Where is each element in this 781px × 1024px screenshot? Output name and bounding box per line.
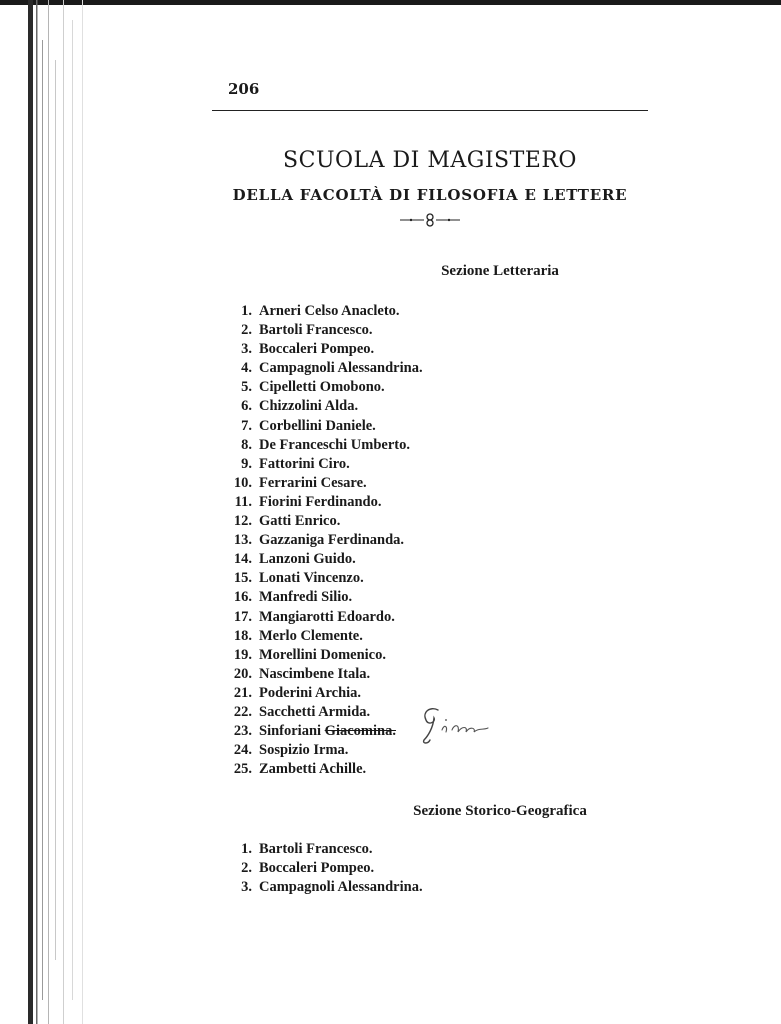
entry-number: 1. bbox=[241, 303, 252, 319]
entry-name: Bartoli Francesco. bbox=[259, 841, 373, 857]
list-item bbox=[200, 588, 423, 607]
entry-name: Gatti Enrico. bbox=[259, 513, 341, 530]
entry-number: 24. bbox=[233, 742, 252, 759]
list-item bbox=[200, 455, 423, 474]
entry-number: 20. bbox=[233, 665, 252, 682]
section-heading-letteraria: Sezione Letteraria bbox=[441, 263, 559, 279]
entry-number: 11. bbox=[234, 493, 252, 510]
storico-geografica-list bbox=[200, 840, 423, 897]
list-item bbox=[200, 397, 423, 416]
entry-number: 25. bbox=[233, 761, 252, 778]
list-item bbox=[200, 493, 423, 512]
list-item bbox=[200, 722, 423, 741]
list-item bbox=[200, 859, 423, 878]
binding-edge-decoration bbox=[0, 0, 100, 1024]
list-item bbox=[200, 608, 423, 627]
entry-name: Zambetti Achille. bbox=[259, 761, 367, 778]
entry-number: 13. bbox=[233, 532, 252, 549]
entry-number: 2. bbox=[241, 322, 252, 339]
entry-name: Fattorini Ciro. bbox=[259, 455, 350, 472]
entry-number: 1. bbox=[241, 841, 252, 857]
entry-number: 3. bbox=[241, 341, 252, 358]
entry-number: 3. bbox=[241, 879, 252, 896]
entry-number: 5. bbox=[241, 379, 252, 396]
list-item bbox=[200, 703, 423, 722]
entry-number: 18. bbox=[233, 627, 252, 644]
list-item bbox=[200, 684, 423, 703]
entry-name: Gazzaniga Ferdinanda. bbox=[259, 532, 405, 549]
list-item bbox=[200, 417, 423, 436]
entry-name: Boccaleri Pompeo. bbox=[259, 860, 375, 877]
entry-name: Mangiarotti Edoardo. bbox=[259, 608, 395, 625]
list-item bbox=[200, 627, 423, 646]
page-top-edge bbox=[0, 0, 781, 5]
entry-number: 2. bbox=[241, 860, 252, 877]
entry-number: 21. bbox=[233, 684, 252, 701]
entry-name: Sinforiani bbox=[259, 723, 322, 740]
list-item bbox=[200, 359, 423, 378]
ornament-divider-icon bbox=[398, 212, 462, 228]
page-number: 206 bbox=[228, 80, 260, 98]
entry-number: 23. bbox=[233, 723, 252, 740]
list-item bbox=[200, 378, 423, 397]
list-item bbox=[200, 741, 423, 760]
list-item bbox=[200, 512, 423, 531]
entry-name: Sacchetti Armida. bbox=[259, 703, 371, 720]
entry-number: 7. bbox=[241, 417, 252, 434]
entry-name: Arneri Celso Anacleto. bbox=[259, 303, 400, 319]
list-item bbox=[200, 569, 423, 588]
struck-through-name: Giacomina. bbox=[324, 723, 396, 740]
entry-name: Lanzoni Guido. bbox=[259, 551, 356, 568]
list-item bbox=[200, 646, 423, 665]
entry-number: 9. bbox=[241, 455, 252, 472]
page-subtitle: DELLA FACOLTÀ DI FILOSOFIA E LETTERE bbox=[232, 186, 628, 204]
entry-name: Bartoli Francesco. bbox=[259, 322, 373, 339]
entry-number: 16. bbox=[233, 589, 252, 606]
entry-number: 14. bbox=[233, 551, 252, 568]
entry-name: De Franceschi Umberto. bbox=[259, 436, 410, 453]
list-item bbox=[200, 550, 423, 569]
list-item bbox=[200, 474, 423, 493]
list-item bbox=[200, 340, 423, 359]
list-item bbox=[200, 760, 423, 779]
entry-name: Manfredi Silio. bbox=[259, 589, 353, 606]
entry-name: Sospizio Irma. bbox=[259, 742, 349, 759]
list-item bbox=[200, 840, 423, 859]
entry-name: Corbellini Daniele. bbox=[259, 417, 376, 434]
entry-name: Morellini Domenico. bbox=[259, 646, 386, 663]
section-heading-storico-geografica: Sezione Storico-Geografica bbox=[413, 803, 587, 819]
entry-name: Campagnoli Alessandrina. bbox=[259, 879, 423, 896]
entry-number: 15. bbox=[233, 570, 252, 587]
entry-name: Nascimbene Itala. bbox=[259, 665, 371, 682]
list-item bbox=[200, 321, 423, 340]
entry-name: Merlo Clemente. bbox=[259, 627, 363, 644]
letteraria-list bbox=[200, 302, 423, 779]
entry-number: 4. bbox=[241, 360, 252, 377]
list-item bbox=[200, 302, 423, 321]
entry-name: Boccaleri Pompeo. bbox=[259, 341, 375, 358]
entry-number: 8. bbox=[241, 436, 252, 453]
entry-name: Ferrarini Cesare. bbox=[259, 474, 367, 491]
entry-number: 22. bbox=[233, 703, 252, 720]
entry-name: Campagnoli Alessandrina. bbox=[259, 360, 423, 377]
entry-name: Chizzolini Alda. bbox=[259, 398, 359, 415]
page-title: SCUOLA DI MAGISTERO bbox=[283, 148, 577, 173]
list-item bbox=[200, 665, 423, 684]
entry-number: 19. bbox=[233, 646, 252, 663]
list-item bbox=[200, 436, 423, 455]
entry-name: Lonati Vincenzo. bbox=[259, 570, 364, 587]
handwritten-annotation bbox=[416, 700, 496, 748]
entry-name: Poderini Archia. bbox=[259, 684, 362, 701]
list-item bbox=[200, 878, 423, 897]
entry-number: 17. bbox=[233, 608, 252, 625]
entry-name: Fiorini Ferdinando. bbox=[259, 493, 382, 510]
entry-number: 6. bbox=[241, 398, 252, 415]
list-item bbox=[200, 531, 423, 550]
entry-number: 10. bbox=[233, 474, 252, 491]
entry-name: Cipelletti Omobono. bbox=[259, 379, 385, 396]
entry-number: 12. bbox=[233, 513, 252, 530]
header-rule bbox=[212, 110, 648, 111]
